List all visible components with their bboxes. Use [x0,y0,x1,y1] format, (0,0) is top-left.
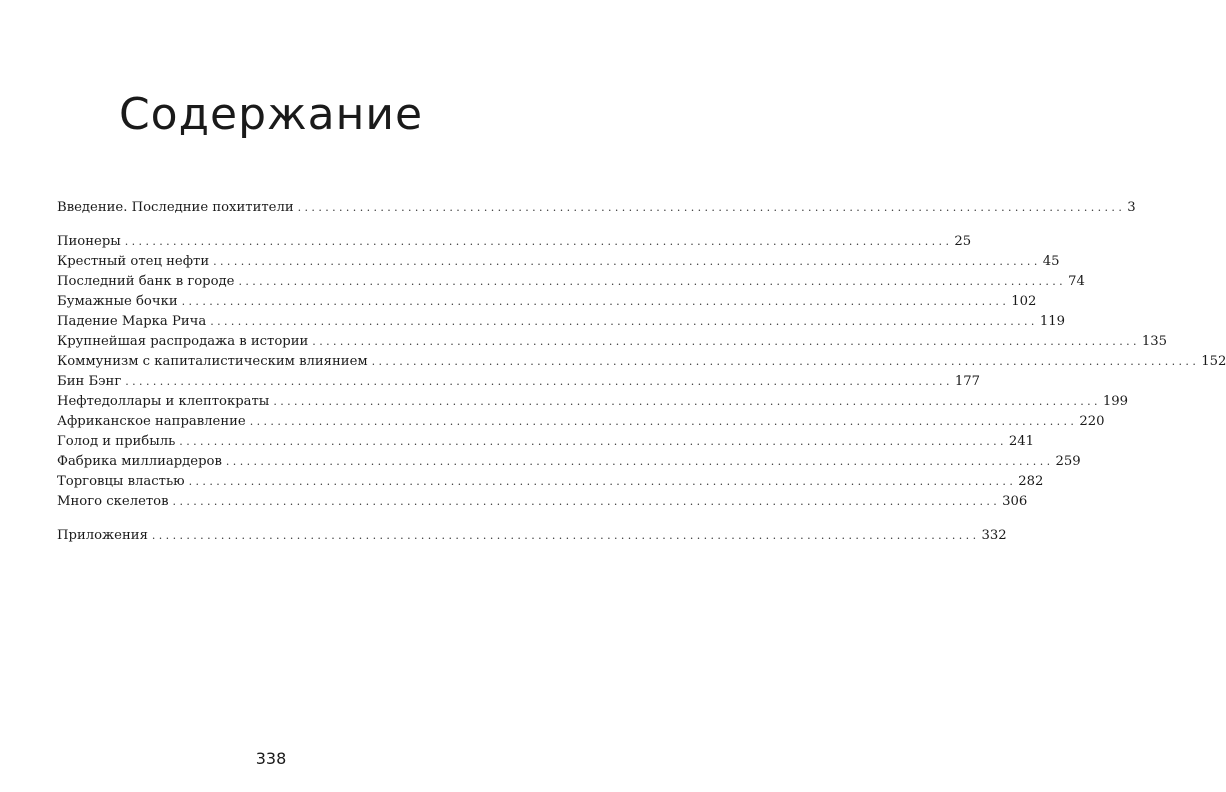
toc-leader-dots: ........................................................................................................................ [213,255,1041,268]
toc-entry-title: Приложения [57,528,148,543]
toc-leader-dots: ........................................................................................................................ [181,295,1010,308]
toc-entry-title: Крупнейшая распродажа в истории [57,334,309,349]
toc-entry-title: Нефтедоллары и клептократы [57,394,270,409]
toc-entry-title: Бумажные бочки [57,294,178,309]
toc-entry-page: 220 [1079,414,1105,429]
toc-leader-dots: ........................................................................................................................ [172,495,1001,508]
toc-entry-page: 259 [1055,454,1081,469]
toc-entry[interactable] [57,412,1105,432]
toc-entry[interactable] [57,372,981,392]
toc-leader-dots: ........................................................................................................................ [188,475,1017,488]
toc-entry[interactable] [57,492,1028,512]
toc-entry[interactable] [57,232,972,252]
toc-entry-title: Африканское направление [57,414,246,429]
toc-leader-dots: ........................................................................................................................ [249,415,1078,428]
toc-entry[interactable] [57,352,1226,372]
toc-entry-page: 74 [1068,274,1085,289]
toc-leader-dots: ........................................................................................................................ [297,201,1126,214]
toc-entry-title: Падение Марка Рича [57,314,207,329]
toc-entry-page: 25 [954,234,972,249]
toc-entry-title: Крестный отец нефти [57,254,210,269]
toc-entry-page: 102 [1011,294,1037,309]
toc-entry-page: 135 [1141,334,1168,349]
toc-entry[interactable] [57,292,1037,312]
toc-entry[interactable] [57,312,1065,332]
toc-entry-title: Бин Бэнг [57,374,122,389]
toc-leader-dots: ........................................................................................................................ [210,315,1038,328]
toc-group-intro [57,198,1136,218]
toc-leader-dots: ........................................................................................................................ [151,529,980,542]
toc-entry-title: Коммунизм с капиталистическим влиянием [57,354,368,369]
toc-entry-page: 3 [1127,200,1136,215]
toc-entry-title: Голод и прибыль [57,434,176,449]
toc-entry[interactable] [57,392,1129,412]
toc-leader-dots: ........................................................................................................................ [312,335,1140,348]
toc-entry-title: Много скелетов [57,494,169,509]
toc-entry-page: 199 [1102,394,1129,409]
table-of-contents [57,198,1226,546]
toc-entry-title: Фабрика миллиардеров [57,454,222,469]
toc-group-appendix [57,526,1007,546]
toc-entry-page: 241 [1008,434,1035,449]
page-title: Содержание [118,89,424,141]
toc-entry[interactable] [57,252,1060,272]
toc-leader-dots: ........................................................................................................................ [125,375,953,388]
toc-entry[interactable] [57,472,1044,492]
toc-entry-page: 119 [1039,314,1065,329]
toc-leader-dots: ........................................................................................................................ [225,455,1054,468]
toc-entry[interactable] [57,452,1081,472]
toc-leader-dots: ........................................................................................................................ [273,395,1101,408]
toc-entry[interactable] [57,272,1085,292]
toc-entry-title: Торговцы властью [57,474,185,489]
toc-entry[interactable] [57,332,1168,352]
toc-entry[interactable] [57,432,1035,452]
toc-entry-title: Введение. Последние похитители [57,200,294,215]
toc-entry-title: Пионеры [57,234,121,249]
toc-group-chapters [57,232,1226,512]
toc-leader-dots: ........................................................................................................................ [238,275,1067,288]
toc-entry[interactable] [57,198,1136,218]
page-number: 338 [255,749,287,768]
toc-entry-page: 282 [1018,474,1044,489]
toc-entry-title: Последний банк в городе [57,274,235,289]
toc-entry-page: 177 [954,374,981,389]
toc-entry-page: 306 [1002,494,1028,509]
toc-entry[interactable] [57,526,1007,546]
toc-entry-page: 45 [1042,254,1060,269]
toc-leader-dots: ........................................................................................................................ [124,235,953,248]
toc-entry-page: 152 [1201,354,1226,369]
toc-leader-dots: ........................................................................................................................ [371,355,1200,368]
toc-entry-page: 332 [981,528,1007,543]
toc-leader-dots: ........................................................................................................................ [179,435,1007,448]
